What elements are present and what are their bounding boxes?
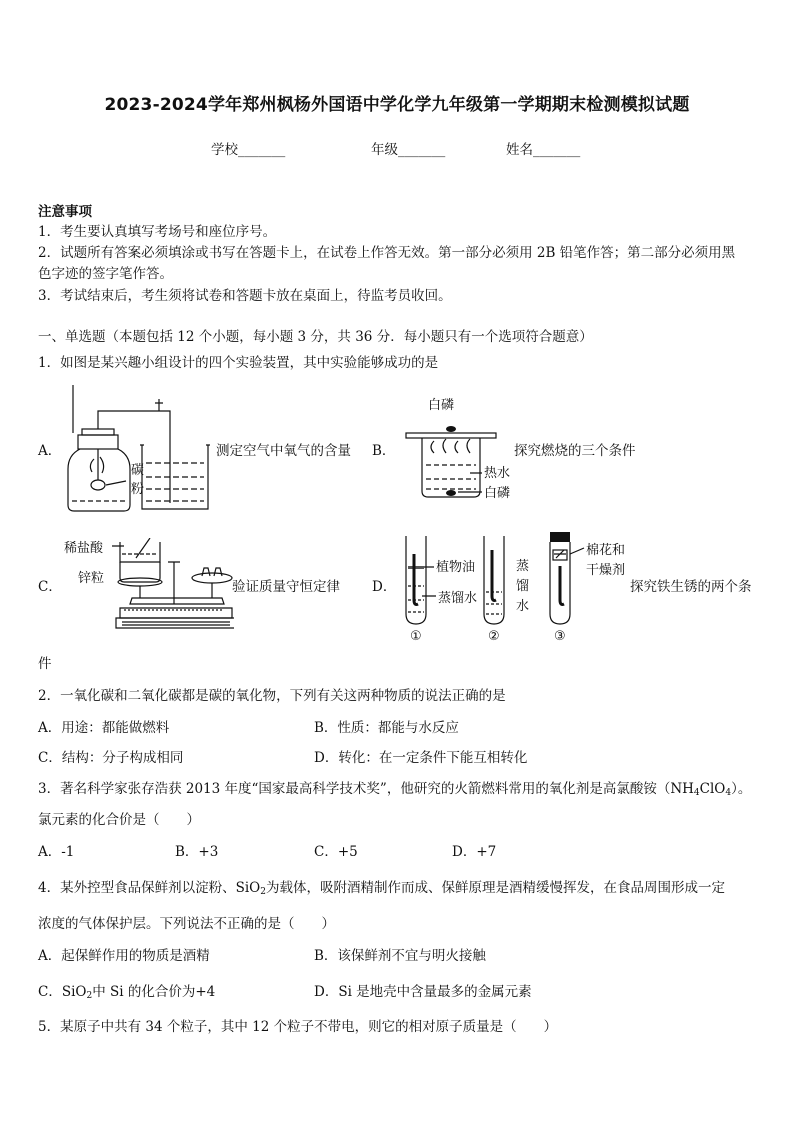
dilute-acid-label: 稀盐酸 [64, 541, 104, 556]
notice-heading: 注意事项 [38, 204, 92, 220]
name-field: 姓名_______ [506, 142, 581, 158]
tube-3-number: ③ [554, 629, 566, 644]
q2-option-b: B．性质：都能与水反应 [314, 720, 459, 736]
question-1-stem: 1．如图是某兴趣小组设计的四个实验装置，其中实验能够成功的是 [38, 355, 439, 371]
q3-option-d: D．+7 [452, 844, 497, 860]
distilled-water-label-1: 蒸馏水 [438, 591, 478, 606]
carbon-label-1: 碳 [131, 463, 145, 478]
mass-conservation-balance-diagram [64, 538, 234, 648]
white-phosphorus-bottom-label: 白磷 [484, 486, 511, 501]
school-field: 学校_______ [211, 142, 286, 158]
cotton-label: 棉花和 [586, 543, 626, 558]
hot-water-label: 热水 [484, 466, 511, 481]
distilled-water-label-2a: 蒸 [516, 559, 530, 574]
question-3-stem-line2: 氯元素的化合价是（ ） [38, 812, 200, 828]
desiccant-label: 干燥剂 [586, 563, 626, 578]
q1-option-d-caption: 探究铁生锈的两个条 [630, 579, 752, 595]
vegetable-oil-label: 植物油 [436, 560, 476, 575]
tube-2-number: ② [488, 629, 500, 644]
question-4-stem-line2: 浓度的气体保护层。下列说法不正确的是（ ） [38, 916, 335, 932]
question-4-stem-line1: 4．某外控型食品保鲜剂以淀粉、SiO$_2$为载体，吸附酒精制作而成、保鲜原理是酒精缓慢挥发，在食品周围形成一定 [38, 880, 725, 897]
section-heading: 一、单选题（本题包括 12 个小题，每小题 3 分，共 36 分．每小题只有一个选项符合题意） [38, 329, 593, 345]
q2-option-d: D．转化：在一定条件下能互相转化 [314, 750, 528, 766]
notice-item: 2．试题所有答案必须填涂或书写在答题卡上，在试卷上作答无效。第一部分必须用 2B 铅笔作答；第二部分必须用黑 [38, 245, 736, 261]
q1-option-b-caption: 探究燃烧的三个条件 [514, 443, 636, 459]
question-2-stem: 2．一氧化碳和二氧化碳都是碳的氧化物，下列有关这两种物质的说法正确的是 [38, 688, 506, 704]
carbon-label-2: 粉 [131, 482, 145, 497]
distilled-water-label-2c: 水 [516, 599, 530, 614]
white-phosphorus-top-label: 白磷 [428, 398, 455, 413]
q4-option-c: C．SiO$_2$中 Si 的化合价为+4 [38, 984, 216, 1001]
q1-option-a-caption: 测定空气中氧气的含量 [216, 443, 351, 459]
question-3-stem-line1: 3．著名科学家张存浩获 2013 年度“国家最高科学技术奖”，他研究的火箭燃料常用的氧化剂是高氯酸铵$(NH_4ClO_4)$。 [38, 781, 752, 798]
q4-option-b: B．该保鲜剂不宜与明火接触 [314, 948, 486, 964]
combustion-conditions-diagram [400, 395, 520, 505]
notice-item: 色字迹的签字笔作答。 [38, 266, 173, 282]
iron-rust-test-tubes-diagram [400, 530, 632, 645]
q1-option-c-label: C． [38, 579, 62, 595]
q3-option-c: C．+5 [314, 844, 358, 860]
q1-option-d-caption-tail: 件 [38, 656, 52, 672]
q3-option-a: A．-1 [38, 844, 75, 860]
q4-option-a: A．起保鲜作用的物质是酒精 [38, 948, 210, 964]
q1-option-a-label: A． [38, 443, 62, 459]
zinc-label: 锌粒 [78, 571, 105, 586]
q1-option-d-label: D． [372, 579, 397, 595]
question-5-stem: 5．某原子中共有 34 个粒子，其中 12 个粒子不带电，则它的相对原子质量是（ ） [38, 1019, 558, 1035]
q3-option-b: B．+3 [175, 844, 219, 860]
oxygen-measure-apparatus-diagram [60, 385, 220, 515]
grade-field: 年级_______ [371, 142, 446, 158]
q2-option-a: A．用途：都能做燃料 [38, 720, 170, 736]
q4-option-d: D．Si 是地壳中含量最多的金属元素 [314, 984, 532, 1000]
q1-option-c-caption: 验证质量守恒定律 [232, 579, 340, 595]
tube-1-number: ① [410, 629, 422, 644]
q1-option-b-label: B． [372, 443, 396, 459]
q2-option-c: C．结构：分子构成相同 [38, 750, 184, 766]
page-title: 2023-2024学年郑州枫杨外国语中学化学九年级第一学期期末检测模拟试题 [104, 95, 690, 115]
notice-item: 3．考试结束后，考生须将试卷和答题卡放在桌面上，待监考员收回。 [38, 288, 452, 304]
distilled-water-label-2b: 馏 [516, 579, 530, 594]
notice-item: 1．考生要认真填写考场号和座位序号。 [38, 224, 277, 240]
